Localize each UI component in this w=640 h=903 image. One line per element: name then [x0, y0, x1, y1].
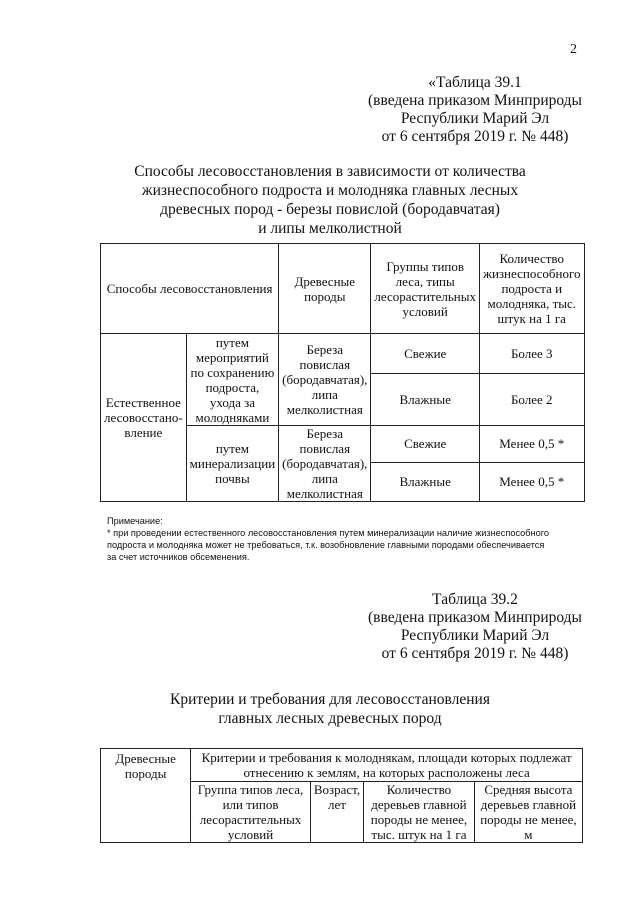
table1-header: [360, 74, 590, 146]
group-cell-3: Свежие: [371, 426, 480, 463]
table2-header-line1: Таблица 39.2: [432, 591, 518, 608]
method-mineralization-cell: путем минерализации почвы: [186, 426, 279, 502]
qty-cell-3: Менее 0,5 *: [479, 426, 584, 463]
table2-header-line3: Республики Марий Эл: [400, 627, 550, 644]
table2-group-header: Группа типов леса, или типов лесорастительных условий: [191, 782, 311, 843]
table1-header-line4: от 6 сентября 2019 г. № 448): [381, 128, 569, 145]
col-header-groups: Группы типов леса, типы лесорастительных условий: [371, 244, 480, 334]
table1-title-line1: Способы лесовосстановления в зависимости от количества: [134, 163, 526, 180]
table2-title-line1: Критерии и требования для лесовосстановления: [170, 691, 490, 708]
natural-regeneration-cell: Естественное лесовосстано-вление: [101, 334, 187, 502]
table2-header-line2: (введена приказом Минприроды: [368, 609, 582, 626]
col-header-methods: Способы лесовосстановления: [101, 244, 279, 334]
table2-age-header: Возраст, лет: [310, 782, 363, 843]
note-line3: за счет источников обсеменения.: [107, 552, 250, 562]
col-header-species: Древесные породы: [279, 244, 371, 334]
table2: [100, 748, 583, 843]
table2-header-line4: от 6 сентября 2019 г. № 448): [381, 645, 569, 662]
table2-header: [360, 591, 590, 663]
note-label: Примечание:: [107, 516, 163, 526]
group-cell-1: Свежие: [371, 334, 480, 374]
group-cell-4: Влажные: [371, 462, 480, 501]
note-line2: подроста и молодняка может не требоваться, т.к. возобновление главными породами обеспечивается: [107, 540, 545, 550]
table2-height-header: Средняя высота деревьев главной породы не менее, м: [474, 782, 582, 843]
table2-criteria-header: Критерии и требования к молоднякам, площади которых подлежат отнесению к землям, на которых расположены леса: [191, 749, 583, 782]
table1-note: [107, 515, 587, 563]
table1-title-line3: древесных пород - березы повислой (бородавчатая): [160, 201, 500, 218]
method-preservation-cell: путем мероприятий по сохранению подроста, ухода за молодняками: [186, 334, 279, 426]
qty-cell-4: Менее 0,5 *: [479, 462, 584, 501]
page-number: 2: [570, 42, 577, 57]
table1-header-line3: Республики Марий Эл: [400, 110, 550, 127]
table2-title: [120, 690, 540, 728]
table1-title-line2: жизнеспособного подроста и молодняка главных лесных: [141, 182, 519, 199]
table2-species-header: Древесные породы: [101, 749, 191, 843]
table1: [100, 243, 585, 502]
species-cell-1: Береза повислая (бородавчатая), липа мелколистная: [279, 334, 371, 426]
table1-header-line2: (введена приказом Минприроды: [368, 92, 582, 109]
col-header-quantity: Количество жизнеспособного подроста и молодняка, тыс. штук на 1 га: [479, 244, 584, 334]
table2-count-header: Количество деревьев главной породы не менее, тыс. штук на 1 га: [364, 782, 475, 843]
species-cell-2: Береза повислая (бородавчатая), липа мелколистная: [279, 426, 371, 502]
table1-header-line1: «Таблица 39.1: [428, 74, 522, 91]
table1-title-line4: и липы мелколистной: [258, 220, 402, 237]
note-line1: * при проведении естественного лесовосстановления путем минерализации наличие жизнеспособного: [107, 528, 549, 538]
table2-title-line2: главных лесных древесных пород: [218, 710, 442, 727]
group-cell-2: Влажные: [371, 374, 480, 426]
qty-cell-1: Более 3: [479, 334, 584, 374]
table1-title: [100, 162, 560, 238]
qty-cell-2: Более 2: [479, 374, 584, 426]
